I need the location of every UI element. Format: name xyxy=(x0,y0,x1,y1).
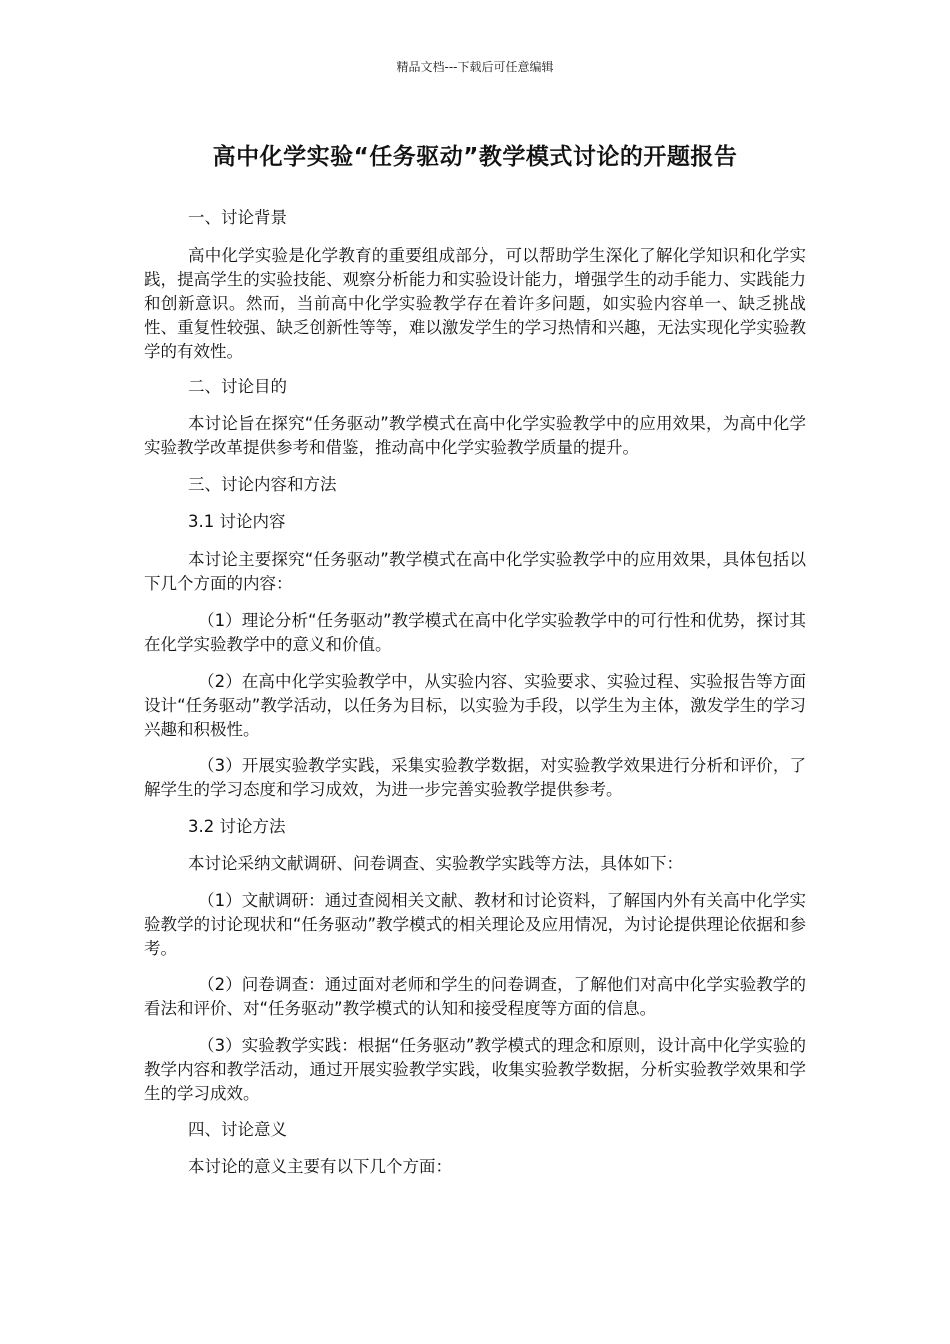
list-item: （2）在高中化学实验教学中，从实验内容、实验要求、实验过程、实验报告等方面设计“任务驱动”教学活动，以任务为目标，以实验为手段，以学生为主体，激发学生的学习兴趣和积极性。 xyxy=(144,672,806,739)
section-heading: 三、讨论内容和方法 xyxy=(188,475,337,494)
paragraph: 本讨论主要探究“任务驱动”教学模式在高中化学实验教学中的应用效果，具体包括以下几个方面的内容： xyxy=(144,550,806,593)
paragraph: 本讨论采纳文献调研、问卷调查、实验教学实践等方法，具体如下： xyxy=(188,854,683,873)
section-heading: 四、讨论意义 xyxy=(188,1120,287,1139)
subsection-heading: 3.1 讨论内容 xyxy=(188,512,286,531)
section-heading: 二、讨论目的 xyxy=(188,377,287,396)
list-item: （2）问卷调查：通过面对老师和学生的问卷调查，了解他们对高中化学实验教学的看法和评价、对“任务驱动”教学模式的认知和接受程度等方面的信息。 xyxy=(144,975,806,1018)
paragraph: 本讨论旨在探究“任务驱动”教学模式在高中化学实验教学中的应用效果，为高中化学实验教学改革提供参考和借鉴，推动高中化学实验教学质量的提升。 xyxy=(144,414,806,457)
paragraph: 本讨论的意义主要有以下几个方面： xyxy=(188,1157,452,1176)
list-item: （1）文献调研：通过查阅相关文献、教材和讨论资料，了解国内外有关高中化学实验教学的讨论现状和“任务驱动”教学模式的相关理论及应用情况，为讨论提供理论依据和参考。 xyxy=(144,891,806,958)
document-title: 高中化学实验“任务驱动”教学模式讨论的开题报告 xyxy=(212,144,738,170)
section-heading: 一、讨论背景 xyxy=(188,208,287,227)
list-item: （3）实验教学实践：根据“任务驱动”教学模式的理念和原则，设计高中化学实验的教学内容和教学活动，通过开展实验教学实践，收集实验教学数据，分析实验教学效果和学生的学习成效。 xyxy=(144,1036,806,1103)
subsection-heading: 3.2 讨论方法 xyxy=(188,817,286,836)
paragraph: 高中化学实验是化学教育的重要组成部分，可以帮助学生深化了解化学知识和化学实践，提高学生的实验技能、观察分析能力和实验设计能力，增强学生的动手能力、实践能力和创新意识。然而，当前高中化学实验教学存在着许多问题，如实验内容单一、缺乏挑战性、重复性较强、缺乏创新性等等，难以激发学生的学习热情和兴趣，无法实现化学实验教学的有效性。 xyxy=(144,246,806,361)
list-item: （3）开展实验教学实践，采集实验教学数据，对实验教学效果进行分析和评价，了解学生的学习态度和学习成效，为进一步完善实验教学提供参考。 xyxy=(144,756,806,799)
list-item: （1）理论分析“任务驱动”教学模式在高中化学实验教学中的可行性和优势，探讨其在化学实验教学中的意义和价值。 xyxy=(144,611,806,654)
page-header: 精品文档---下载后可任意编辑 xyxy=(396,60,554,74)
